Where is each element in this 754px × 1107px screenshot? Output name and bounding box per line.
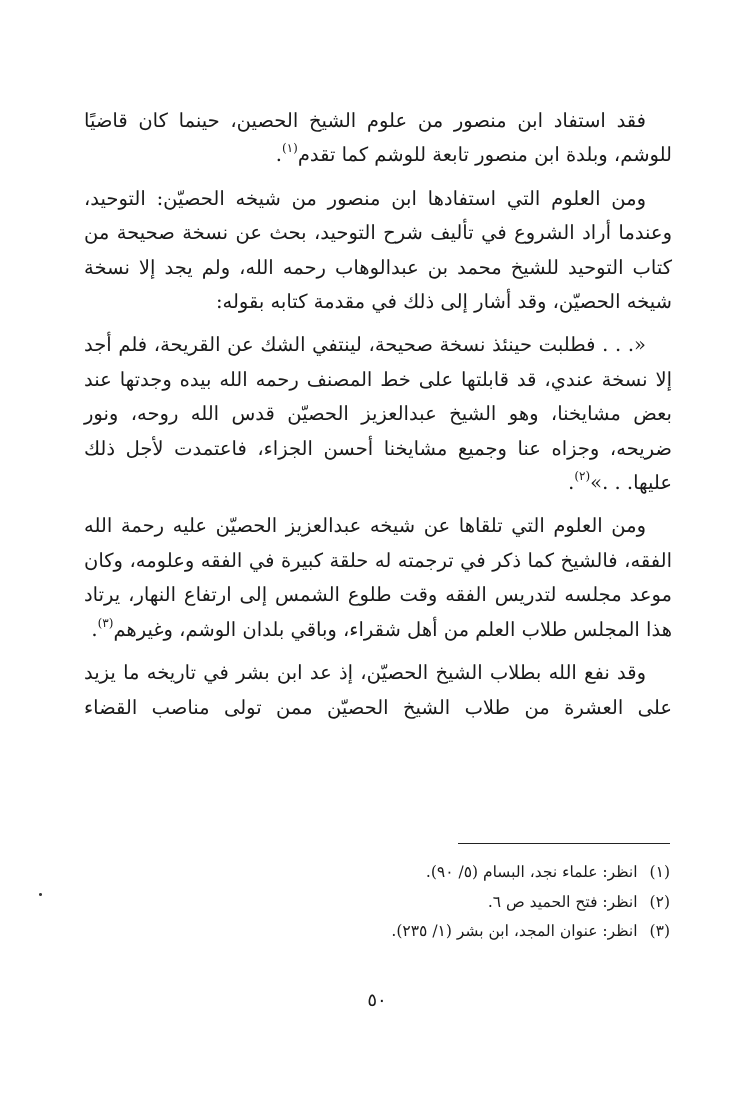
paragraph-5 bbox=[84, 656, 672, 725]
paragraph-text: «. . . فطلبت حينئذ نسخة صحيحة، لينتفي الشك عن القريحة، فلم أجد إلا نسخة عندي، قد قابلتها على خط المصنف رحمه الله بيده وجدتها عند بعض مشايخنا، وهو الشيخ عبدالعزيز الحصيّن قدس الله روحه، ونور ضريحه، وجزاه عنا وجميع مشايخنا أحسن الجزاء، فاعتمدت لأجل ذلك عليها. . .» bbox=[84, 333, 672, 495]
footnote-separator bbox=[458, 843, 670, 844]
paragraph-text: وقد نفع الله بطلاب الشيخ الحصيّن، إذ عد ابن بشر في تاريخه ما يزيد على العشرة من طلاب الشيخ الحصيّن ممن تولى مناصب القضاء bbox=[84, 661, 672, 719]
paragraph-text: فقد استفاد ابن منصور من علوم الشيخ الحصين، حينما كان قاضيًا للوشم، وبلدة ابن منصور تابعة للوشم كما تقدم bbox=[84, 109, 672, 167]
paragraph-3-quote bbox=[84, 328, 672, 500]
footnote-2 bbox=[130, 888, 670, 918]
footnote-ref-2[interactable]: (٢) bbox=[574, 469, 591, 484]
footnote-number: (٢) bbox=[649, 892, 670, 911]
paragraph-2 bbox=[84, 182, 672, 320]
main-text bbox=[84, 104, 672, 734]
paragraph-text: ومن العلوم التي استفادها ابن منصور من شيخه الحصيّن: التوحيد، وعندما أراد الشروع في تأليف شرح التوحيد، بحث عن نسخة صحيحة من كتاب التوحيد للشيخ محمد بن عبدالوهاب رحمه الله، ولم يجد إلا نسخة شيخه الحصيّن، وقد أشار إلى ذلك في مقدمة كتابه بقوله: bbox=[84, 186, 672, 314]
footnote-3 bbox=[130, 917, 670, 947]
paragraph-1 bbox=[84, 104, 672, 173]
scan-speck bbox=[39, 893, 42, 896]
footnote-text: انظر: عنوان المجد، ابن بشر (١/ ٢٣٥). bbox=[391, 922, 638, 940]
paragraph-end-punct: . bbox=[275, 143, 282, 167]
footnote-number: (٣) bbox=[649, 922, 670, 940]
footnote-ref-3[interactable]: (٣) bbox=[97, 615, 114, 630]
paragraph-end-punct: . bbox=[91, 617, 98, 641]
footnote-number: (١) bbox=[649, 863, 670, 881]
footnote-text: انظر: علماء نجد، البسام (٥/ ٩٠). bbox=[425, 863, 638, 881]
footnotes bbox=[130, 858, 670, 947]
paragraph-4 bbox=[84, 509, 672, 647]
paragraph-text: ومن العلوم التي تلقاها عن شيخه عبدالعزيز الحصيّن عليه رحمة الله الفقه، فالشيخ كما ذكر في ترجمته له حلقة كبيرة في الفقه وعلومه، وكان موعد مجلسه لتدريس الفقه وقت طلوع الشمس إلى ارتفاع النهار، يرتاد هذا المجلس طلاب العلم من أهل شقراء، وباقي بلدان الوشم، وغيرهم bbox=[84, 514, 672, 641]
footnote-text: انظر: فتح الحميد ص ٦. bbox=[487, 892, 638, 911]
paragraph-end-punct: . bbox=[568, 471, 575, 495]
page-number: ٥٠ bbox=[367, 990, 387, 1011]
footnote-1 bbox=[130, 858, 670, 888]
footnote-ref-1[interactable]: (١) bbox=[281, 141, 298, 156]
